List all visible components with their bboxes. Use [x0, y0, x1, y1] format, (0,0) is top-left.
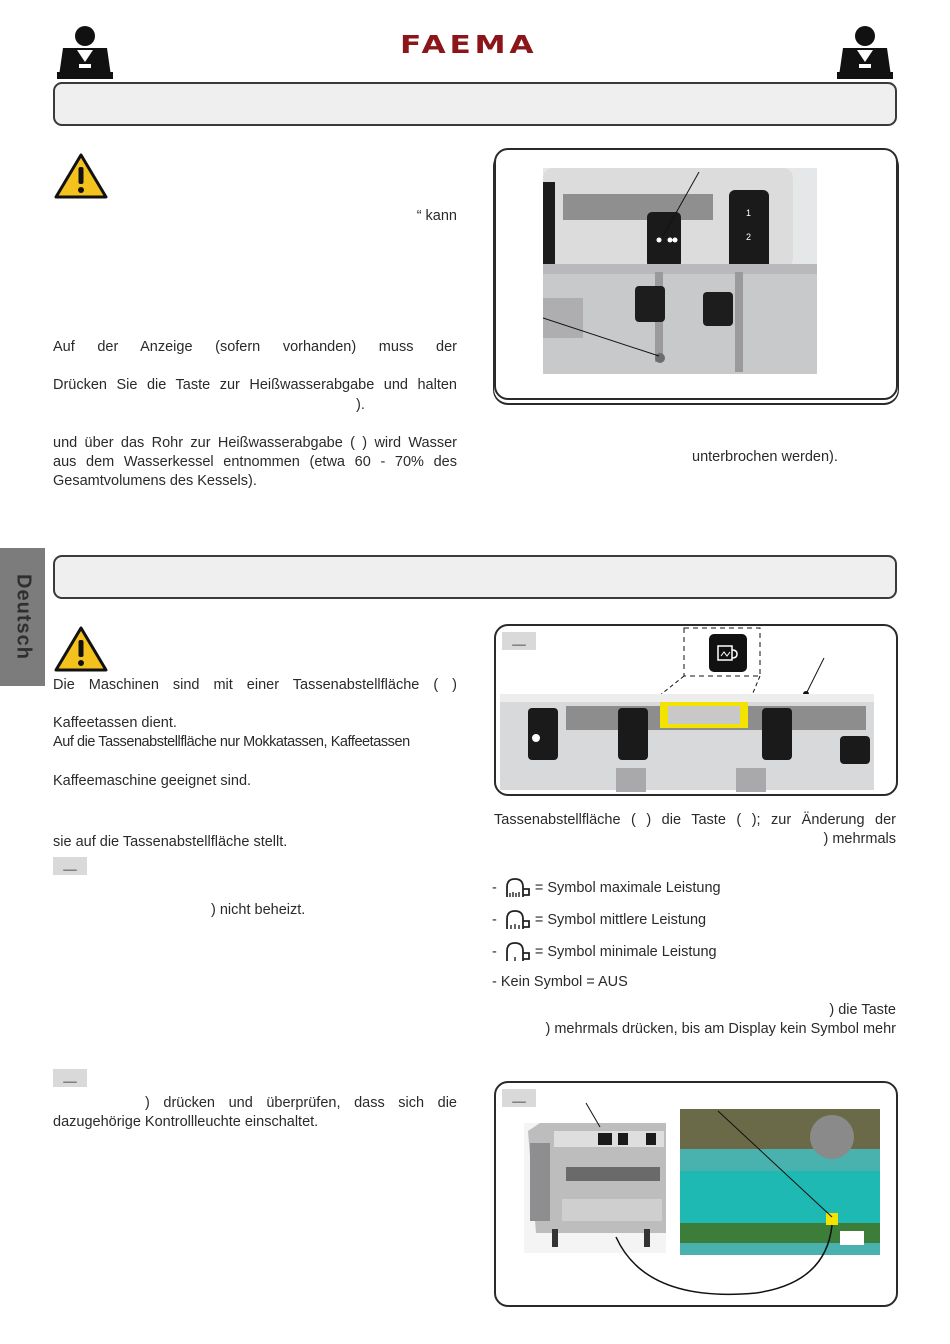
- cup-warmer-key-line-2: ) mehrmals: [823, 831, 896, 847]
- figure-3-tag: __: [502, 1089, 536, 1107]
- paragraph-pipe-line-2: aus dem Wasserkessel entnommen (etwa 60 - 70% des: [53, 454, 457, 470]
- cup-warmer-line-4: Kaffeemaschine geeignet sind.: [53, 773, 252, 789]
- check-light-line-2: dazugehörige Kontrollleuchte einschaltet.: [53, 1114, 319, 1130]
- faema-logo: FAEMA: [400, 30, 538, 59]
- section-title-bar-2: [53, 555, 897, 599]
- paragraph-press: Drücken Sie die Taste zur Heißwasserabgabe und halten: [53, 377, 457, 393]
- warning-icon: [53, 152, 109, 200]
- figure-cup-warmer: [494, 624, 898, 796]
- machine-cup-warmer-photo: [496, 626, 896, 794]
- cup-warmer-line-3: Auf die Tassenabstellfläche nur Mokkatassen, Kaffeetassen: [53, 734, 410, 750]
- machine-hot-water-photo: [543, 168, 817, 374]
- mid-power-icon: [503, 909, 533, 931]
- figure-2-tag: __: [502, 632, 536, 650]
- note-tag-b: __: [53, 1069, 87, 1087]
- fragment-kann: “ kann: [416, 208, 457, 224]
- cup-warmer-key-line-1: Tassenabstellfläche ( ) die Taste ( ); zur Änderung der: [494, 812, 896, 828]
- figure-hot-water: [494, 148, 898, 400]
- power-list-item-mid: - = Symbol mittlere Leistung: [492, 909, 706, 931]
- switch-off-line-1: ) die Taste: [829, 1002, 896, 1018]
- check-light-line-1: ) drücken und überprüfen, dass sich die: [145, 1095, 457, 1111]
- paragraph-pipe-line-3: Gesamtvolumens des Kessels).: [53, 473, 257, 489]
- switch-location-photos: [496, 1083, 896, 1305]
- section-title-bar-1: [53, 82, 897, 126]
- paragraph-pipe-line-1: und über das Rohr zur Heißwasserabgabe ( ) wird Wasser: [53, 435, 457, 451]
- warning-icon-2: [53, 625, 109, 673]
- waiter-logo-right: [835, 24, 895, 80]
- cup-warmer-line-1: Die Maschinen sind mit einer Tassenabstellfläche ( ): [53, 677, 457, 693]
- paragraph-interrupted: unterbrochen werden).: [692, 449, 838, 465]
- button-2-label: 2: [746, 232, 752, 242]
- figure-switch-location: [494, 1081, 898, 1307]
- max-power-icon: [503, 877, 533, 899]
- power-list-item-off: - Kein Symbol = AUS: [492, 974, 628, 990]
- power-list-item-min: - = Symbol minimale Leistung: [492, 941, 717, 963]
- button-1-label: 1: [746, 208, 752, 218]
- cup-warmer-line-2: Kaffeetassen dient.: [53, 715, 177, 731]
- min-power-icon: [503, 941, 533, 963]
- switch-off-line-2: ) mehrmals drücken, bis am Display kein Symbol mehr: [545, 1021, 896, 1037]
- note-tag-a: __: [53, 857, 87, 875]
- paragraph-display: Auf der Anzeige (sofern vorhanden) muss der: [53, 339, 457, 355]
- language-tab: Deutsch: [0, 548, 45, 686]
- not-heated-text: ) nicht beheizt.: [211, 902, 306, 918]
- cup-warmer-placement: sie auf die Tassenabstellfläche stellt.: [53, 834, 288, 850]
- paragraph-press-end: ).: [356, 397, 365, 413]
- power-list-item-max: - = Symbol maximale Leistung: [492, 877, 721, 899]
- waiter-logo-left: [55, 24, 115, 80]
